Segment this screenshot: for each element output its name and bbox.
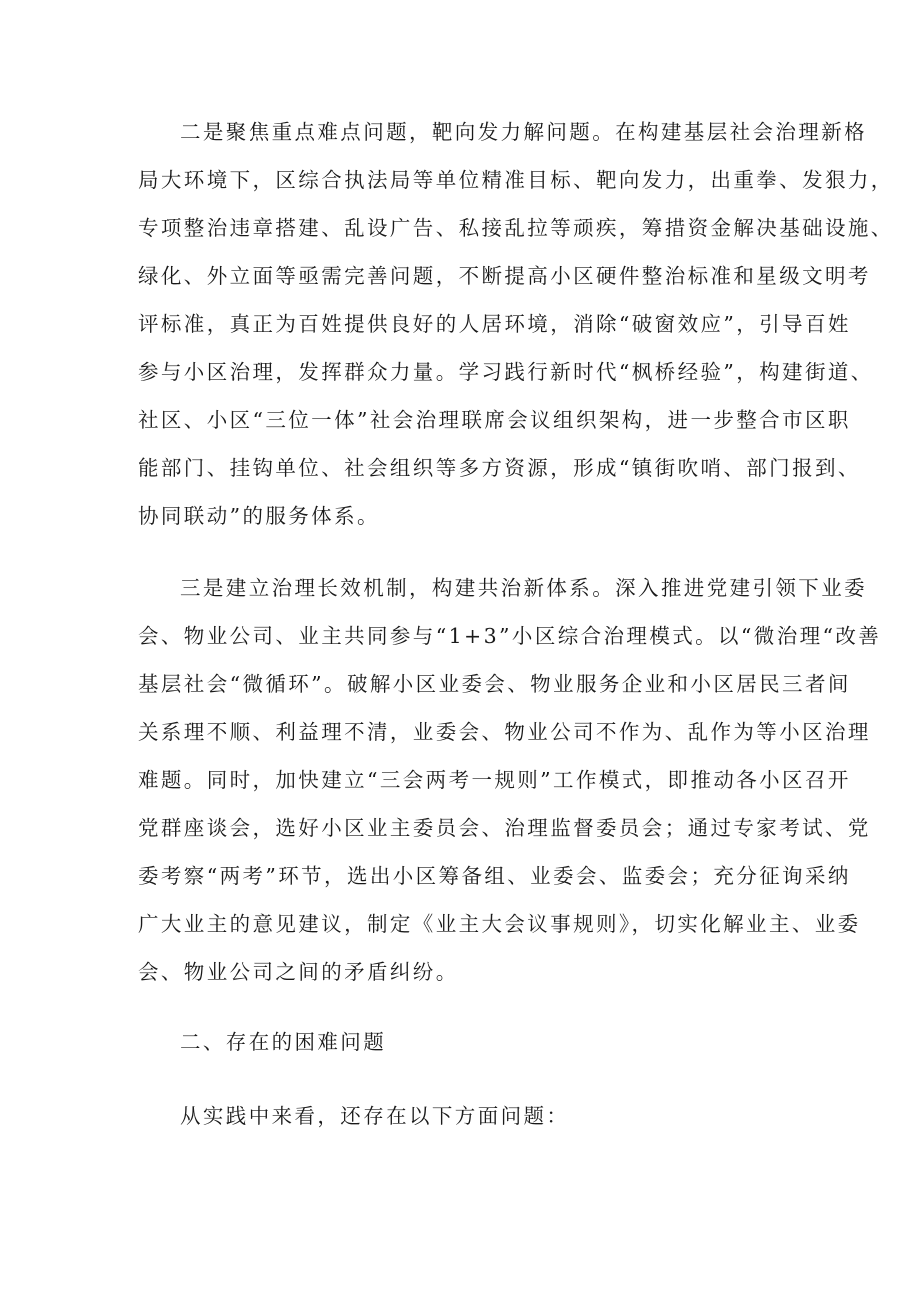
section-heading: 二、存在的困难问题 [180, 1030, 387, 1054]
intro-line: 从实践中来看，还存在以下方面问题： [180, 1104, 570, 1128]
paragraph-line: 专项整治违章搭建、乱设广告、私接乱拉等顽疾，筹措资金解决基础设施、 [138, 216, 894, 240]
paragraph-line: 党群座谈会，选好小区业主委员会、治理监督委员会；通过专家考试、党 [138, 816, 871, 840]
paragraph-line: 二是聚焦重点难点问题，靶向发力解问题。在构建基层社会治理新格 [180, 120, 867, 144]
paragraph-line: 局大环境下，区综合执法局等单位精准目标、靶向发力，出重拳、发狠力， [138, 168, 894, 192]
paragraph-line: 社区、小区“三位一体”社会治理联席会议组织架构，进一步整合市区职 [138, 408, 851, 432]
paragraph-line: 基层社会“微循环”。破解小区业委会、物业服务企业和小区居民三者间 [138, 672, 851, 696]
paragraph-line: 委考察“两考”环节，选出小区筹备组、业委会、监委会；充分征询采纳 [138, 864, 851, 888]
paragraph-line: 参与小区治理，发挥群众力量。学习践行新时代“枫桥经验”，构建街道、 [138, 360, 874, 384]
paragraph-line: 三是建立治理长效机制，构建共治新体系。深入推进党建引领下业委 [180, 576, 867, 600]
paragraph-line: 协同联动”的服务体系。 [138, 504, 380, 528]
paragraph-line: 广大业主的意见建议，制定《业主大会议事规则》，切实化解业主、业委 [138, 912, 861, 936]
paragraph-line: 关系理不顺、利益理不清，业委会、物业公司不作为、乱作为等小区治理 [138, 720, 871, 744]
paragraph-line: 评标准，真正为百姓提供良好的人居环境，消除“破窗效应”，引导百姓 [138, 312, 851, 336]
paragraph-line: 会、物业公司之间的矛盾纠纷。 [138, 960, 459, 984]
paragraph-line: 绿化、外立面等亟需完善问题，不断提高小区硬件整治标准和星级文明考 [138, 264, 871, 288]
paragraph-line: 难题。同时，加快建立“三会两考一规则”工作模式，即推动各小区召开 [138, 768, 851, 792]
paragraph-line: 会、物业公司、业主共同参与“1+3”小区综合治理模式。以“微治理“改善 [138, 624, 882, 648]
paragraph-line: 能部门、挂钩单位、社会组织等多方资源，形成“镇街吹哨、部门报到、 [138, 456, 861, 480]
